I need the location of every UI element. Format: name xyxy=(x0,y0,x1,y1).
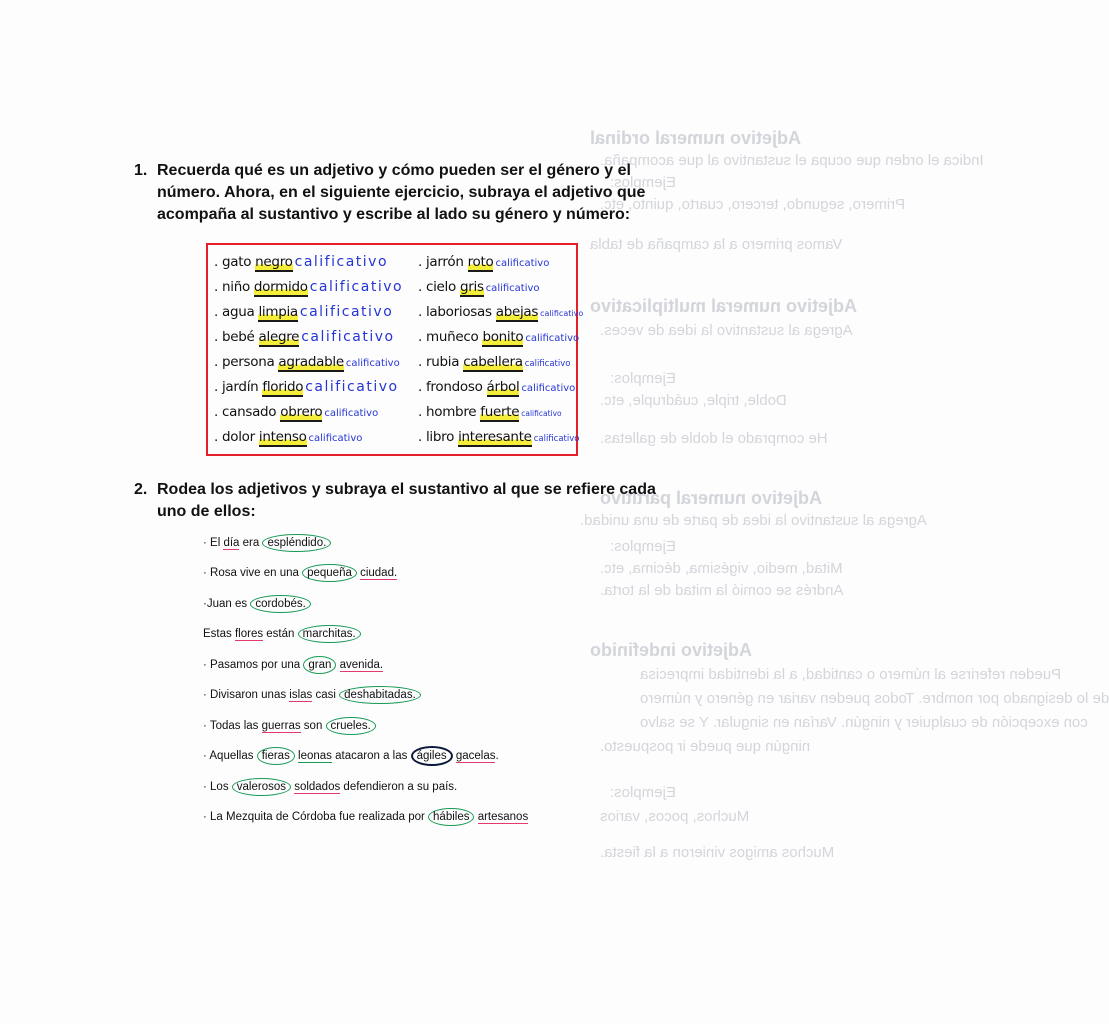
exercise-2-instruction: Rodea los adjetivos y subraya el sustantivo al que se refiere cada uno de ellos: xyxy=(157,481,656,520)
noun-underlined: leonas xyxy=(298,750,332,762)
noun: . bebé xyxy=(214,329,259,345)
handwritten-answer: calificativo xyxy=(495,258,550,269)
ghost-line: con excepción de cualquier y ningún. Varían en singular. Y se salvo xyxy=(640,714,1088,731)
noun-underlined: soldados xyxy=(294,781,341,793)
ghost-line: Agrega al sustantivo la idea de veces. xyxy=(600,322,853,339)
adjective: gris xyxy=(459,279,484,295)
noun: . niño xyxy=(214,279,254,295)
handwritten-answer: calificativo xyxy=(524,359,571,369)
handwritten-answer: calificativo xyxy=(521,383,576,394)
noun: . persona xyxy=(214,354,279,370)
ghost-line: Primero, segundo, tercero, cuarto, quinto, etc. xyxy=(600,196,906,213)
sentence xyxy=(203,567,397,579)
ghost-line: Ejemplos: xyxy=(610,174,676,191)
noun-underlined: día xyxy=(223,537,240,549)
noun-underlined: gacelas xyxy=(455,750,496,762)
noun-underlined: guerras xyxy=(261,720,301,732)
sentence xyxy=(203,689,421,701)
text: · Aquellas xyxy=(203,750,257,762)
list-item xyxy=(418,279,540,295)
adjective: florido xyxy=(262,379,304,395)
text: ·Juan es xyxy=(203,598,251,610)
noun: . laboriosas xyxy=(418,304,496,320)
adjective-circled: espléndido. xyxy=(262,534,331,552)
sentence xyxy=(203,628,361,640)
handwritten-answer: calificativo xyxy=(308,433,363,444)
exercise-1-box xyxy=(206,243,578,456)
adjective: limpia xyxy=(258,304,298,320)
sentence xyxy=(203,720,376,732)
adjective-circled: marchitas. xyxy=(298,625,361,643)
adjective-circled: gran xyxy=(303,656,336,674)
noun: . rubia xyxy=(418,354,464,370)
text: casi xyxy=(312,689,340,701)
list-item xyxy=(418,379,575,395)
handwritten-answer: calificativo xyxy=(324,408,379,419)
list-item xyxy=(214,279,403,295)
adjective: roto xyxy=(467,254,494,270)
adjective-circled: fieras xyxy=(257,747,295,765)
adjective-circled: ágiles xyxy=(411,746,453,766)
exercise-1-instruction: Recuerda qué es un adjetivo y cómo pueden ser el género y el número. Ahora, en el siguiente ejercicio, subraya el adjetivo que acompaña al sustantivo y escribe al lado su género y número: xyxy=(157,162,646,223)
handwritten-answer: calificativo xyxy=(294,254,389,270)
text: · Rosa vive en una xyxy=(203,567,303,579)
adjective: intenso xyxy=(258,429,307,445)
ghost-line: He comprado el doble de galletas. xyxy=(600,430,828,447)
ghost-line: Adjetivo numeral ordinal xyxy=(590,128,802,148)
list-item xyxy=(214,354,400,370)
ghost-line: Ejemplos: xyxy=(610,538,676,555)
adjective-circled: valerosos xyxy=(232,778,291,796)
adjective: árbol xyxy=(486,379,520,395)
list-item xyxy=(214,404,378,420)
noun: . libro xyxy=(418,429,459,445)
noun-underlined: ciudad. xyxy=(360,567,398,579)
adjective: fuerte xyxy=(480,404,520,420)
adjective: bonito xyxy=(482,329,524,345)
handwritten-answer: calificativo xyxy=(521,409,562,418)
list-item xyxy=(214,429,362,445)
list-item xyxy=(418,329,579,345)
noun: . dolor xyxy=(214,429,259,445)
text: Estas xyxy=(203,628,235,640)
sentence xyxy=(203,598,311,610)
text: · Los xyxy=(203,781,232,793)
noun-underlined: islas xyxy=(289,689,313,701)
list-item xyxy=(214,379,399,395)
adjective: alegre xyxy=(258,329,300,345)
sentence xyxy=(203,750,499,762)
noun: . hombre xyxy=(418,404,481,420)
noun: . cielo xyxy=(418,279,460,295)
adjective: interesante xyxy=(458,429,532,445)
handwritten-answer: calificativo xyxy=(533,434,580,444)
adjective-circled: cordobés. xyxy=(250,595,311,613)
ghost-line: ningún que puede ir pospuesto. xyxy=(600,738,811,755)
ghost-line: de lo designado por nombre. Todos pueden variar en género y número xyxy=(640,690,1109,707)
ghost-line: Mitad, medio, vigésima, décima, etc. xyxy=(600,560,843,577)
adjective: dormido xyxy=(253,279,308,295)
ghost-line: Adjetivo indefinido xyxy=(590,640,752,660)
ghost-line: Muchos amigos vinieron a la fiesta. xyxy=(600,844,835,861)
text: · Pasamos por una xyxy=(203,659,304,671)
text: era xyxy=(239,537,263,549)
ghost-line: Adjetivo numeral multiplicativo xyxy=(590,296,858,316)
ghost-line: Indica el orden que ocupa el sustantivo al que acompaña. xyxy=(600,152,984,169)
noun: . jarrón xyxy=(418,254,468,270)
list-item xyxy=(418,304,583,320)
adjective: obrero xyxy=(280,404,323,420)
list-item xyxy=(418,354,570,370)
adjective: cabellera xyxy=(463,354,523,370)
list-item xyxy=(214,329,395,345)
exercise-1-heading xyxy=(134,160,674,226)
handwritten-answer: calificativo xyxy=(525,333,580,344)
ghost-line: Muchos, pocos, varios xyxy=(600,808,750,825)
exercise-1-number: 1. xyxy=(134,162,148,179)
ghost-line: Agrega al sustantivo la idea de parte de una unidad. xyxy=(580,512,927,529)
text: · Todas las xyxy=(203,720,262,732)
noun-underlined: flores xyxy=(234,628,264,640)
handwritten-answer: calificativo xyxy=(309,279,404,295)
list-item xyxy=(418,429,579,445)
sentence xyxy=(203,659,383,671)
adjective: negro xyxy=(255,254,293,270)
ghost-line: Vamos primero a la campaña de tabla xyxy=(590,236,843,253)
noun: . frondoso xyxy=(418,379,487,395)
exercise-2-number: 2. xyxy=(134,481,148,498)
noun: . gato xyxy=(214,254,256,270)
sentence xyxy=(203,537,331,549)
handwritten-answer: calificativo xyxy=(540,309,584,318)
list-item xyxy=(418,404,562,420)
sentence xyxy=(203,811,528,823)
noun-underlined: artesanos xyxy=(477,811,529,823)
ghost-line: Doble, triple, cuádruple, etc. xyxy=(600,392,787,409)
sentence xyxy=(203,781,457,793)
handwritten-answer: calificativo xyxy=(301,329,395,345)
text: · El xyxy=(203,537,224,549)
adjective: agradable xyxy=(278,354,344,370)
handwritten-answer: calificativo xyxy=(345,358,400,369)
handwritten-answer: calificativo xyxy=(299,304,394,320)
noun: . agua xyxy=(214,304,259,320)
adjective-circled: hábiles xyxy=(428,808,474,826)
text: defendieron a su país. xyxy=(340,781,458,793)
ghost-line: Ejemplos: xyxy=(610,370,676,387)
adjective: abejas xyxy=(495,304,539,320)
text: · La Mezquita de Córdoba fue realizada por xyxy=(203,811,429,823)
list-item xyxy=(418,254,549,270)
text: · Divisaron unas xyxy=(203,689,290,701)
adjective-circled: pequeña xyxy=(302,564,357,582)
noun-underlined: avenida. xyxy=(339,659,384,671)
text: . xyxy=(495,750,499,762)
ghost-line: Adjetivo numeral partitivo xyxy=(600,488,823,508)
noun: . muñeco xyxy=(418,329,483,345)
text: son xyxy=(300,720,326,732)
ghost-line: Pueden referirse al número o cantidad, a la identidad imprecisa xyxy=(640,666,1062,683)
list-item xyxy=(214,304,393,320)
noun: . cansado xyxy=(214,404,281,420)
list-item xyxy=(214,254,388,270)
adjective-circled: crueles. xyxy=(326,717,376,735)
text: están xyxy=(263,628,298,640)
ghost-line: Ejemplos: xyxy=(610,784,676,801)
handwritten-answer: calificativo xyxy=(485,283,540,294)
adjective-circled: deshabitadas. xyxy=(339,686,421,704)
text: atacaron a las xyxy=(331,750,411,762)
ghost-line: Andrés se comió la mitad de la torta. xyxy=(600,582,844,599)
noun: . jardín xyxy=(214,379,263,395)
handwritten-answer: calificativo xyxy=(305,379,399,395)
exercise-2-heading xyxy=(134,479,674,523)
